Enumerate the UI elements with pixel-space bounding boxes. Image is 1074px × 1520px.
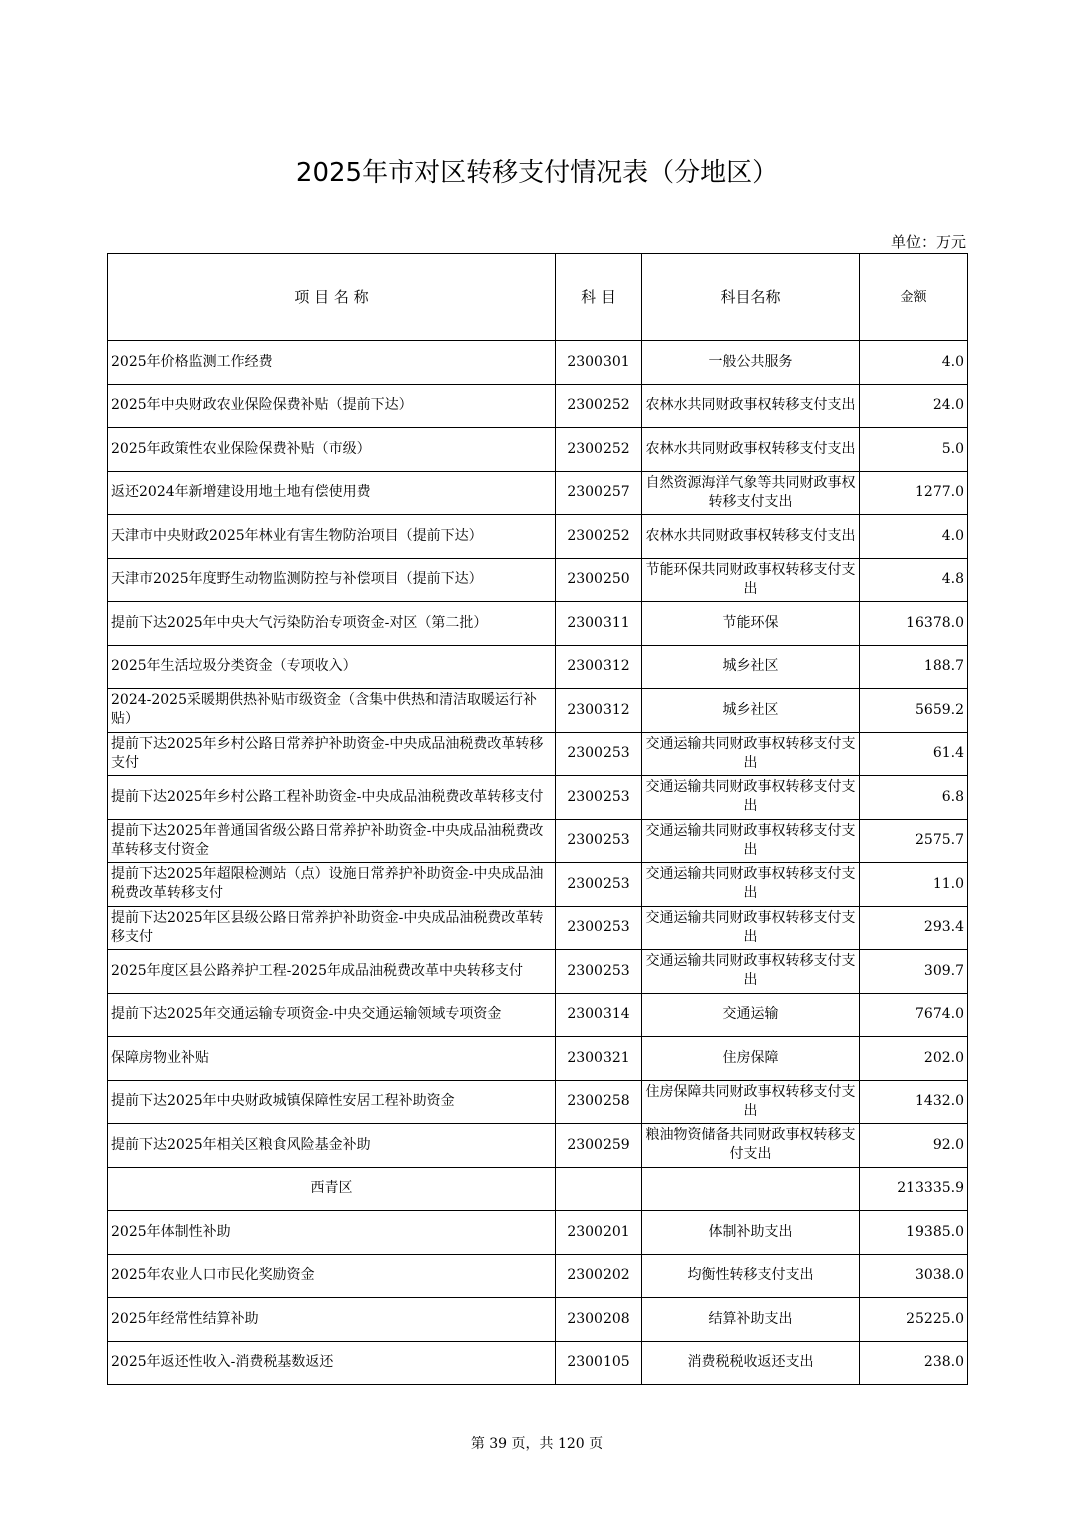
table-row — [108, 819, 968, 863]
table-row — [108, 1124, 968, 1168]
cell-subject-code: 2300301 — [556, 341, 642, 385]
cell-subject-name: 交通运输共同财政事权转移支付支出 — [642, 819, 860, 863]
cell-amount: 7674.0 — [860, 993, 968, 1037]
table-row — [108, 732, 968, 776]
cell-amount: 5659.2 — [860, 689, 968, 733]
cell-subject-code: 2300253 — [556, 732, 642, 776]
cell-project-name: 保障房物业补贴 — [108, 1037, 556, 1081]
cell-amount: 3038.0 — [860, 1254, 968, 1298]
cell-project-name: 提前下达2025年普通国省级公路日常养护补助资金-中央成品油税费改革转移支付资金 — [108, 819, 556, 863]
cell-subject-name: 粮油物资储备共同财政事权转移支付支出 — [642, 1124, 860, 1168]
cell-subject-code: 2300259 — [556, 1124, 642, 1168]
cell-subject-name — [642, 1167, 860, 1211]
cell-project-name: 2025年价格监测工作经费 — [108, 341, 556, 385]
cell-amount: 238.0 — [860, 1341, 968, 1385]
cell-amount: 4.8 — [860, 558, 968, 602]
region-row — [108, 1167, 968, 1211]
cell-amount: 61.4 — [860, 732, 968, 776]
cell-subject-code: 2300321 — [556, 1037, 642, 1081]
cell-subject-name: 交通运输 — [642, 993, 860, 1037]
cell-subject-name: 农林水共同财政事权转移支付支出 — [642, 515, 860, 559]
cell-subject-code: 2300253 — [556, 950, 642, 994]
cell-project-name: 提前下达2025年中央大气污染防治专项资金-对区（第二批） — [108, 602, 556, 646]
cell-project-name: 2025年度区县公路养护工程-2025年成品油税费改革中央转移支付 — [108, 950, 556, 994]
cell-subject-name: 自然资源海洋气象等共同财政事权转移支付支出 — [642, 471, 860, 515]
table-row — [108, 863, 968, 907]
cell-project-name: 2025年中央财政农业保险保费补贴（提前下达） — [108, 384, 556, 428]
cell-subject-name: 体制补助支出 — [642, 1211, 860, 1255]
table-row — [108, 428, 968, 472]
cell-amount: 11.0 — [860, 863, 968, 907]
cell-subject-name: 节能环保共同财政事权转移支付支出 — [642, 558, 860, 602]
table-row — [108, 993, 968, 1037]
cell-subject-code: 2300253 — [556, 906, 642, 950]
table-row — [108, 1341, 968, 1385]
cell-subject-name: 住房保障共同财政事权转移支付支出 — [642, 1080, 860, 1124]
cell-subject-name: 住房保障 — [642, 1037, 860, 1081]
cell-project-name: 提前下达2025年交通运输专项资金-中央交通运输领域专项资金 — [108, 993, 556, 1037]
cell-amount: 4.0 — [860, 515, 968, 559]
cell-subject-code: 2300253 — [556, 776, 642, 820]
table-row — [108, 689, 968, 733]
cell-project-name: 返还2024年新增建设用地土地有偿使用费 — [108, 471, 556, 515]
page-footer: 第 39 页，共 120 页 — [470, 1436, 604, 1452]
cell-project-name: 天津市2025年度野生动物监测防控与补偿项目（提前下达） — [108, 558, 556, 602]
cell-amount: 293.4 — [860, 906, 968, 950]
cell-subject-code: 2300202 — [556, 1254, 642, 1298]
cell-project-name: 2025年体制性补助 — [108, 1211, 556, 1255]
cell-amount: 24.0 — [860, 384, 968, 428]
cell-project-name: 提前下达2025年相关区粮食风险基金补助 — [108, 1124, 556, 1168]
cell-amount: 309.7 — [860, 950, 968, 994]
cell-subject-code: 2300253 — [556, 819, 642, 863]
table-row — [108, 1037, 968, 1081]
table-row — [108, 384, 968, 428]
cell-project-name: 2025年农业人口市民化奖励资金 — [108, 1254, 556, 1298]
table-row — [108, 1211, 968, 1255]
cell-project-name: 2025年返还性收入-消费税基数返还 — [108, 1341, 556, 1385]
table-row — [108, 1298, 968, 1342]
cell-amount: 2575.7 — [860, 819, 968, 863]
table-row — [108, 602, 968, 646]
cell-subject-name: 均衡性转移支付支出 — [642, 1254, 860, 1298]
page-title: 2025年市对区转移支付情况表（分地区） — [295, 158, 779, 188]
cell-subject-name: 节能环保 — [642, 602, 860, 646]
cell-amount: 92.0 — [860, 1124, 968, 1168]
cell-amount: 188.7 — [860, 645, 968, 689]
transfer-payment-table — [107, 253, 968, 1385]
cell-amount: 19385.0 — [860, 1211, 968, 1255]
cell-subject-name: 城乡社区 — [642, 689, 860, 733]
table-row — [108, 471, 968, 515]
cell-amount: 16378.0 — [860, 602, 968, 646]
cell-project-name: 天津市中央财政2025年林业有害生物防治项目（提前下达） — [108, 515, 556, 559]
header-subject-name: 科目名称 — [642, 254, 860, 341]
cell-subject-code: 2300258 — [556, 1080, 642, 1124]
header-amount: 金额 — [860, 254, 968, 341]
cell-subject-code: 2300252 — [556, 428, 642, 472]
cell-subject-code: 2300208 — [556, 1298, 642, 1342]
cell-project-name: 提前下达2025年区县级公路日常养护补助资金-中央成品油税费改革转移支付 — [108, 906, 556, 950]
cell-subject-code: 2300252 — [556, 384, 642, 428]
cell-project-name: 西青区 — [108, 1167, 556, 1211]
table-row — [108, 776, 968, 820]
cell-amount: 213335.9 — [860, 1167, 968, 1211]
cell-subject-name: 消费税税收返还支出 — [642, 1341, 860, 1385]
cell-amount: 5.0 — [860, 428, 968, 472]
header-subject-code: 科 目 — [556, 254, 642, 341]
table-body — [108, 341, 968, 1385]
table-row — [108, 950, 968, 994]
cell-subject-code: 2300312 — [556, 689, 642, 733]
table-row — [108, 558, 968, 602]
cell-amount: 25225.0 — [860, 1298, 968, 1342]
table-row — [108, 1254, 968, 1298]
cell-project-name: 2025年生活垃圾分类资金（专项收入） — [108, 645, 556, 689]
header-project-name: 项 目 名 称 — [108, 254, 556, 341]
cell-subject-code: 2300252 — [556, 515, 642, 559]
cell-subject-name: 结算补助支出 — [642, 1298, 860, 1342]
unit-label: 单位：万元 — [890, 233, 966, 251]
cell-subject-name: 农林水共同财政事权转移支付支出 — [642, 384, 860, 428]
cell-subject-name: 一般公共服务 — [642, 341, 860, 385]
cell-subject-code: 2300105 — [556, 1341, 642, 1385]
cell-project-name: 提前下达2025年乡村公路日常养护补助资金-中央成品油税费改革转移支付 — [108, 732, 556, 776]
cell-subject-name: 交通运输共同财政事权转移支付支出 — [642, 776, 860, 820]
cell-subject-name: 交通运输共同财政事权转移支付支出 — [642, 732, 860, 776]
cell-project-name: 2025年经常性结算补助 — [108, 1298, 556, 1342]
cell-subject-code: 2300314 — [556, 993, 642, 1037]
cell-amount: 4.0 — [860, 341, 968, 385]
cell-subject-code: 2300312 — [556, 645, 642, 689]
cell-amount: 1277.0 — [860, 471, 968, 515]
cell-subject-name: 交通运输共同财政事权转移支付支出 — [642, 906, 860, 950]
cell-subject-name: 交通运输共同财政事权转移支付支出 — [642, 863, 860, 907]
cell-amount: 6.8 — [860, 776, 968, 820]
table-row — [108, 906, 968, 950]
cell-subject-name: 城乡社区 — [642, 645, 860, 689]
cell-subject-code: 2300250 — [556, 558, 642, 602]
cell-project-name: 2024-2025采暖期供热补贴市级资金（含集中供热和清洁取暖运行补贴） — [108, 689, 556, 733]
cell-subject-code: 2300201 — [556, 1211, 642, 1255]
cell-subject-name: 农林水共同财政事权转移支付支出 — [642, 428, 860, 472]
cell-project-name: 2025年政策性农业保险保费补贴（市级） — [108, 428, 556, 472]
table-row — [108, 1080, 968, 1124]
cell-amount: 1432.0 — [860, 1080, 968, 1124]
cell-subject-code: 2300257 — [556, 471, 642, 515]
cell-subject-name: 交通运输共同财政事权转移支付支出 — [642, 950, 860, 994]
cell-subject-code: 2300311 — [556, 602, 642, 646]
cell-subject-code — [556, 1167, 642, 1211]
table-row — [108, 645, 968, 689]
cell-amount: 202.0 — [860, 1037, 968, 1081]
table-row — [108, 515, 968, 559]
table-header-row — [108, 254, 968, 341]
cell-project-name: 提前下达2025年乡村公路工程补助资金-中央成品油税费改革转移支付 — [108, 776, 556, 820]
cell-project-name: 提前下达2025年中央财政城镇保障性安居工程补助资金 — [108, 1080, 556, 1124]
table-row — [108, 341, 968, 385]
cell-project-name: 提前下达2025年超限检测站（点）设施日常养护补助资金-中央成品油税费改革转移支付 — [108, 863, 556, 907]
cell-subject-code: 2300253 — [556, 863, 642, 907]
